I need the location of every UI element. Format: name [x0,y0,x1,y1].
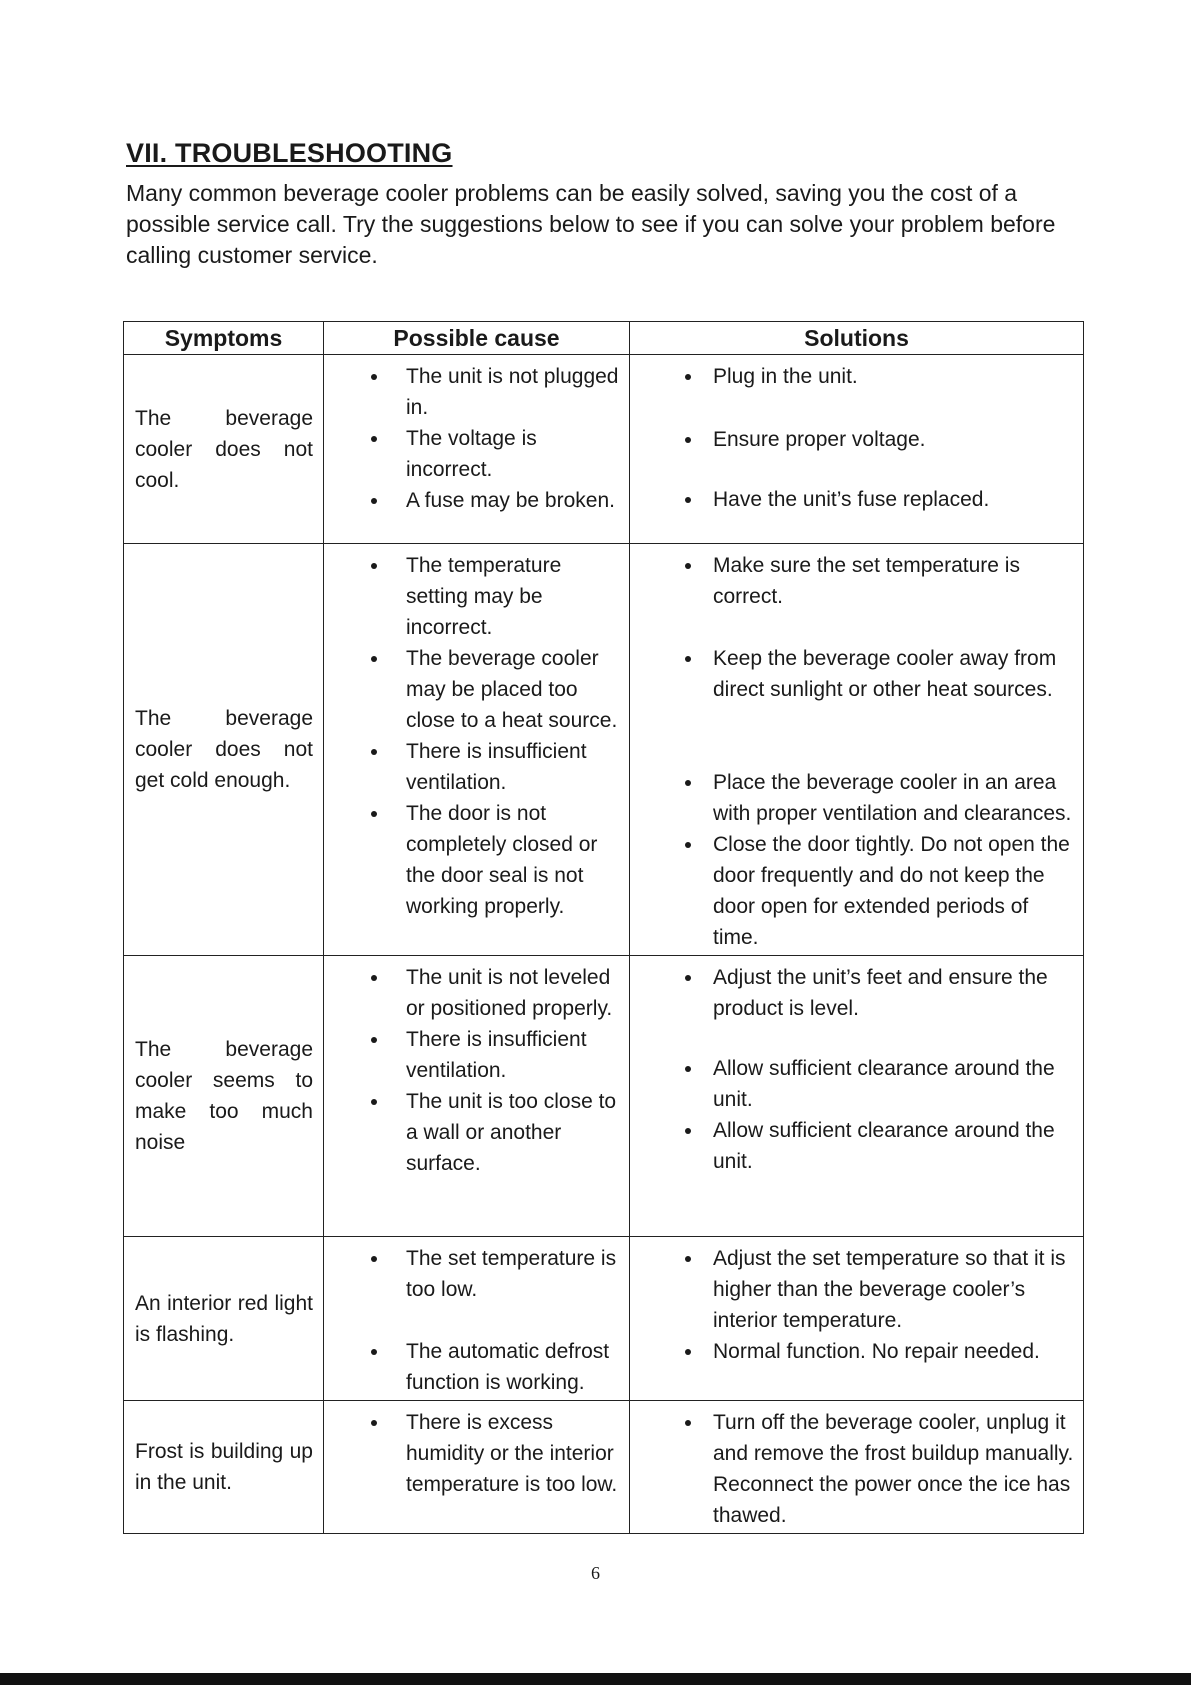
list-item [630,767,1077,829]
list-item [324,1086,623,1179]
solution-text: Plug in the unit. [713,365,858,388]
list-item [630,1115,1077,1177]
list-item [324,736,623,798]
solution-text: Make sure the set temperature is correct. [713,554,1020,608]
cause-text: A fuse may be broken. [406,489,615,512]
cause-text: There is insufficient ventilation. [406,740,587,794]
list-item [324,1024,623,1086]
list-item [630,829,1077,953]
cause-list [324,544,629,924]
scan-edge-bar [0,1673,1191,1685]
solution-text: Ensure proper voltage. [713,428,926,451]
list-item [630,1407,1077,1531]
symptom-cell: Frost is building up in the unit. [124,1401,324,1534]
list-item [324,798,623,922]
solution-text: Place the beverage cooler in an area with proper ventilation and clearances. [713,771,1072,825]
solution-text: Adjust the set temperature so that it is higher than the beverage cooler’s interior temperature. [713,1247,1066,1332]
solution-text: Normal function. No repair needed. [713,1340,1040,1363]
solution-list [630,956,1083,1179]
list-item [324,1407,623,1500]
solution-text: Allow sufficient clearance around the unit. [713,1057,1055,1111]
list-item [630,962,1077,1024]
solution-list [630,1237,1083,1369]
solution-cell [630,355,1084,544]
solution-list [630,544,1083,955]
symptom-cell: An interior red light is flashing. [124,1237,324,1401]
solution-list [630,1401,1083,1533]
solution-cell [630,1237,1084,1401]
cause-text: The beverage cooler may be placed too close to a heat source. [406,647,618,732]
list-item [324,423,623,485]
list-item [324,962,623,1024]
solution-text: Adjust the unit’s feet and ensure the product is level. [713,966,1048,1020]
section-heading: VII. TROUBLESHOOTING [126,138,453,168]
cause-text: The set temperature is too low. [406,1247,617,1301]
troubleshooting-table [123,321,1084,1534]
solution-text: Turn off the beverage cooler, unplug it and remove the frost buildup manually. Reconnect the power once the ice has thawed. [713,1411,1074,1527]
solution-cell [630,956,1084,1237]
intro-paragraph: Many common beverage cooler problems can be easily solved, saving you the cost of a possible service call. Try the suggestions below to see if you can solve your problem before calling customer service. [126,180,1056,268]
solution-cell [630,1401,1084,1534]
solution-text: Close the door tightly. Do not open the door frequently and do not keep the door open for extended periods of time. [713,833,1070,949]
table-row [124,1237,1084,1401]
symptom-cell: The beverage cooler does not get cold enough. [124,544,324,956]
list-item [324,1243,623,1305]
list-item [630,361,1077,392]
symptom-cell: The beverage cooler seems to make too much noise [124,956,324,1237]
cause-text: The automatic defrost function is working. [406,1340,610,1394]
header-possible-cause: Possible cause [324,322,630,355]
cause-list [324,355,629,518]
cause-cell [324,1237,630,1401]
cause-cell [324,1401,630,1534]
cause-text: The temperature setting may be incorrect. [406,554,562,639]
table-row [124,544,1084,956]
solution-cell [630,544,1084,956]
list-item [630,550,1077,612]
cause-cell [324,544,630,956]
cause-list [324,956,629,1181]
cause-list [324,1237,629,1400]
symptom-cell: The beverage cooler does not cool. [124,355,324,544]
list-item [630,1243,1077,1336]
page-number: 6 [591,1563,600,1583]
list-item [630,1336,1077,1367]
cause-text: There is excess humidity or the interior temperature is too low. [406,1411,618,1496]
cause-text: The unit is not leveled or positioned properly. [406,966,613,1020]
list-item [324,361,623,423]
table-row [124,1401,1084,1534]
list-item [630,484,1077,515]
list-item [324,485,623,516]
solution-text: Keep the beverage cooler away from direct sunlight or other heat sources. [713,647,1057,701]
list-item [630,643,1077,705]
table-row [124,355,1084,544]
solution-list [630,355,1083,517]
cause-text: The door is not completely closed or the door seal is not working properly. [406,802,598,918]
cause-text: The unit is not plugged in. [406,365,619,419]
table-header-row [124,322,1084,355]
solution-text: Have the unit’s fuse replaced. [713,488,990,511]
cause-cell [324,956,630,1237]
header-solutions: Solutions [630,322,1084,355]
header-symptoms: Symptoms [124,322,324,355]
list-item [630,424,1077,455]
solution-text: Allow sufficient clearance around the unit. [713,1119,1055,1173]
cause-text: The voltage is incorrect. [406,427,537,481]
table-row [124,956,1084,1237]
list-item [324,643,623,736]
list-item [324,1336,623,1398]
cause-text: The unit is too close to a wall or another surface. [406,1090,617,1175]
list-item [324,550,623,643]
cause-text: There is insufficient ventilation. [406,1028,587,1082]
cause-list [324,1401,629,1502]
cause-cell [324,355,630,544]
list-item [630,1053,1077,1115]
